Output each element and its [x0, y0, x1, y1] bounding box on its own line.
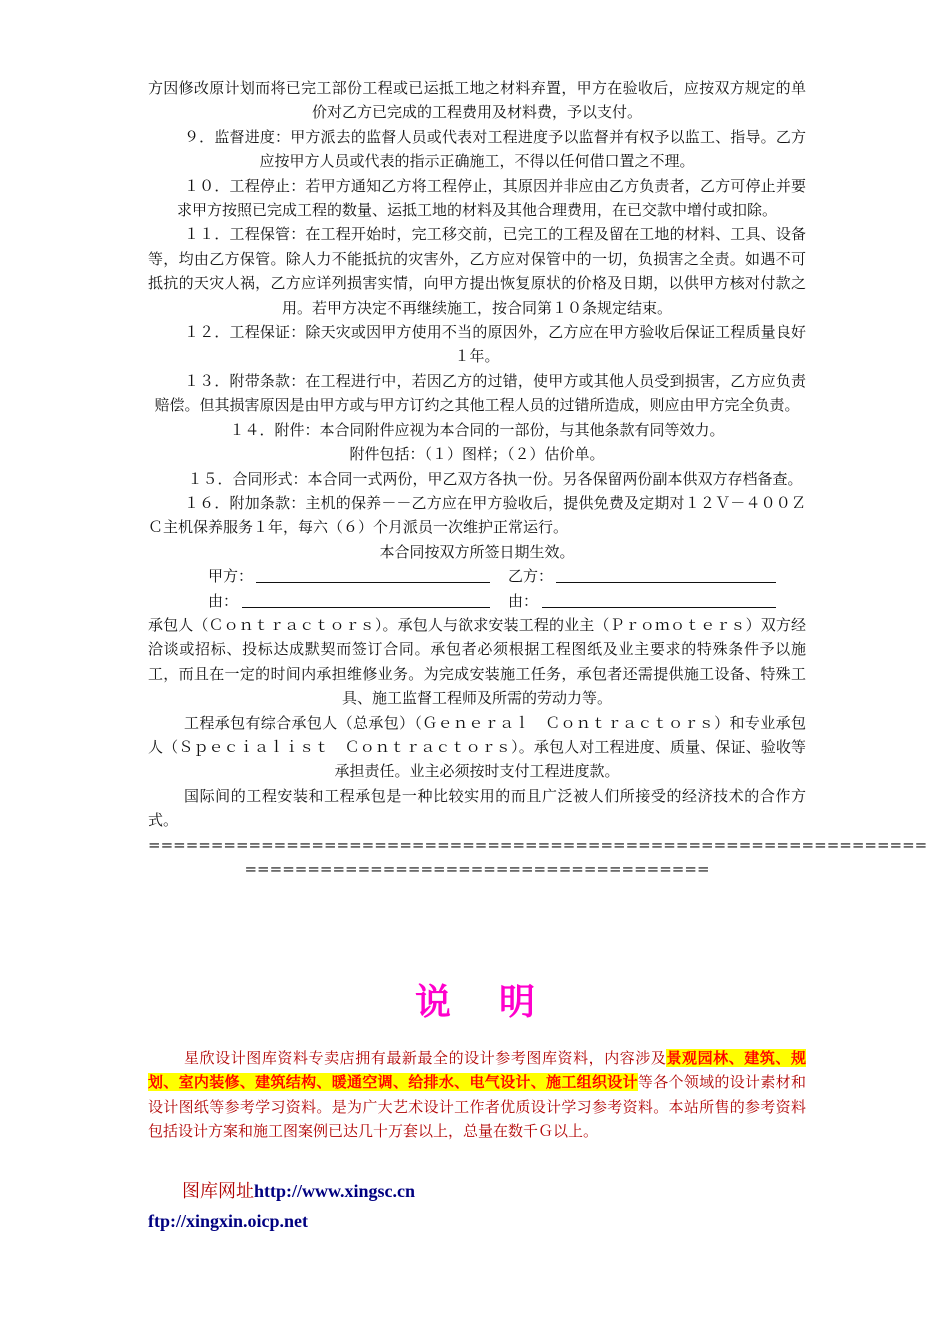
- clause-14-attachments: 附件包括：（１）图样；（２）估价单。: [349, 445, 605, 464]
- clause-14: １４．附件：本合同附件应视为本合同的一部份，与其他条款有同等效力。: [229, 420, 725, 439]
- party-a-label: 甲方：: [208, 567, 254, 586]
- paragraph-general-contractors: 工程承包有综合承包人（总承包）（Ｇｅｎｅｒａｌ Ｃｏｎｔｒａｃｔｏｒｓ）和专业承包人（Ｓｐｅｃｉａｌｉｓｔ Ｃｏｎｔｒａｃｔｏｒｓ）。承包人对工程进度、质量、保证、验收等承担责任。业主必须按时支付工程进度款。: [148, 713, 806, 781]
- notice-description: [148, 1046, 806, 1144]
- notice-heading: 说明: [414, 982, 583, 1023]
- clause-10: １０．工程停止：若甲方通知乙方将工程停止，其原因并非应由乙方负责者，乙方可停止并要求甲方按照已完成工程的数量、运抵工地的材料及其他合理费用，在已交款中增付或扣除。: [176, 176, 806, 220]
- signature-row-representatives: [148, 589, 806, 613]
- party-a-signature-line[interactable]: [256, 564, 490, 583]
- separator-line-2: =====================================: [244, 859, 710, 878]
- party-b-label: 乙方：: [508, 567, 554, 586]
- by-a-label: 由：: [208, 591, 239, 610]
- clause-12: １２．工程保证：除天灾或因甲方使用不当的原因外，乙方应在甲方验收后保证工程质量良好１年。: [184, 323, 806, 366]
- clause-9: ９．监督进度：甲方派去的监督人员或代表对工程进度予以监督并有权予以监工、指导。乙方应按甲方人员或代表的指示正确施工，不得以任何借口置之不理。: [184, 127, 806, 171]
- ftp-link[interactable]: ftp://xingxin.oicp.net: [148, 1211, 309, 1231]
- by-b-label: 由：: [508, 591, 539, 610]
- website-link[interactable]: http://www.xingsc.cn: [254, 1181, 416, 1201]
- notice-links: [148, 1176, 808, 1236]
- paragraph-international: 国际间的工程安装和工程承包是一种比较实用的而且广泛被人们所接受的经济技术的合作方式。: [148, 786, 806, 830]
- signature-row-parties: [148, 564, 806, 588]
- url-label: 图库网址: [182, 1181, 254, 1201]
- clause-16: １６．附加条款：主机的保养－－乙方应在甲方验收后，提供免费及定期对１２Ｖ－４００ＺＣ主机保养服务１年，每六（６）个月派员一次维护正常运行。: [148, 493, 806, 537]
- clause-15: １５．合同形式：本合同一式两份，甲乙双方各执一份。另各保留两份副本供双方存档备查。: [187, 469, 803, 488]
- contract-text: [148, 76, 928, 881]
- effective-statement: 本合同按双方所签日期生效。: [379, 542, 575, 561]
- clause-13: １３．附带条款：在工程进行中，若因乙方的过错，使甲方或其他人员受到损害，乙方应负责赔偿。但其损害原因是由甲方或与甲方订约之其他工程人员的过错所造成，则应由甲方完全负责。: [154, 371, 806, 415]
- notice-desc-highlight: 景观园林、建筑、规划、室内装修、建筑结构、暖通空调、给排水、电气设计、施工组织设计: [148, 1049, 806, 1092]
- separator-line-1: ==============================================================: [148, 835, 928, 854]
- paragraph-intro: 方因修改原计划而将已完工部份工程或已运抵工地之材料弃置，甲方在验收后，应按双方规定的单价对乙方已完成的工程费用及材料费，予以支付。: [148, 79, 806, 122]
- party-b-signature-line[interactable]: [556, 564, 776, 583]
- clause-11: １１．工程保管：在工程开始时，完工移交前，已完工的工程及留在工地的材料、工具、设备等，均由乙方保管。除人力不能抵抗的灾害外，乙方应对保管中的一切，负损害之全责。如遇不可抵抗的天灾人祸，乙方应详列损害实情，向甲方提出恢复原状的价格及日期，以供甲方核对付款之用。若甲方决定不再继续施工，按合同第１０条规定结束。: [148, 225, 806, 317]
- notice-desc-post: 等各个领域的设计素材和设计图纸等参考学习资料。是为广大艺术设计工作者优质设计学习参考资料。本站所售的参考资料包括设计方案和施工图案例已达几十万套以上，总量在数千Ｇ以上。: [148, 1073, 806, 1141]
- notice-desc-pre: 星欣设计图库资料专卖店拥有最新最全的设计参考图库资料，内容涉及: [184, 1049, 667, 1067]
- paragraph-contractors: 承包人（Ｃｏｎｔｒａｃｔｏｒｓ）。承包人与欲求安装工程的业主（Ｐｒｏｍｏｔｅｒｓ）双方经洽谈或招标、投标达成默契而签订合同。承包者必须根据工程图纸及业主要求的特殊条件予以施工，而且在一定的时间内承担维修业务。为完成安装施工任务，承包者还需提供施工设备、特殊工具、施工监督工程师及所需的劳动力等。: [148, 615, 806, 708]
- by-b-signature-line[interactable]: [542, 589, 776, 608]
- by-a-signature-line[interactable]: [242, 589, 490, 608]
